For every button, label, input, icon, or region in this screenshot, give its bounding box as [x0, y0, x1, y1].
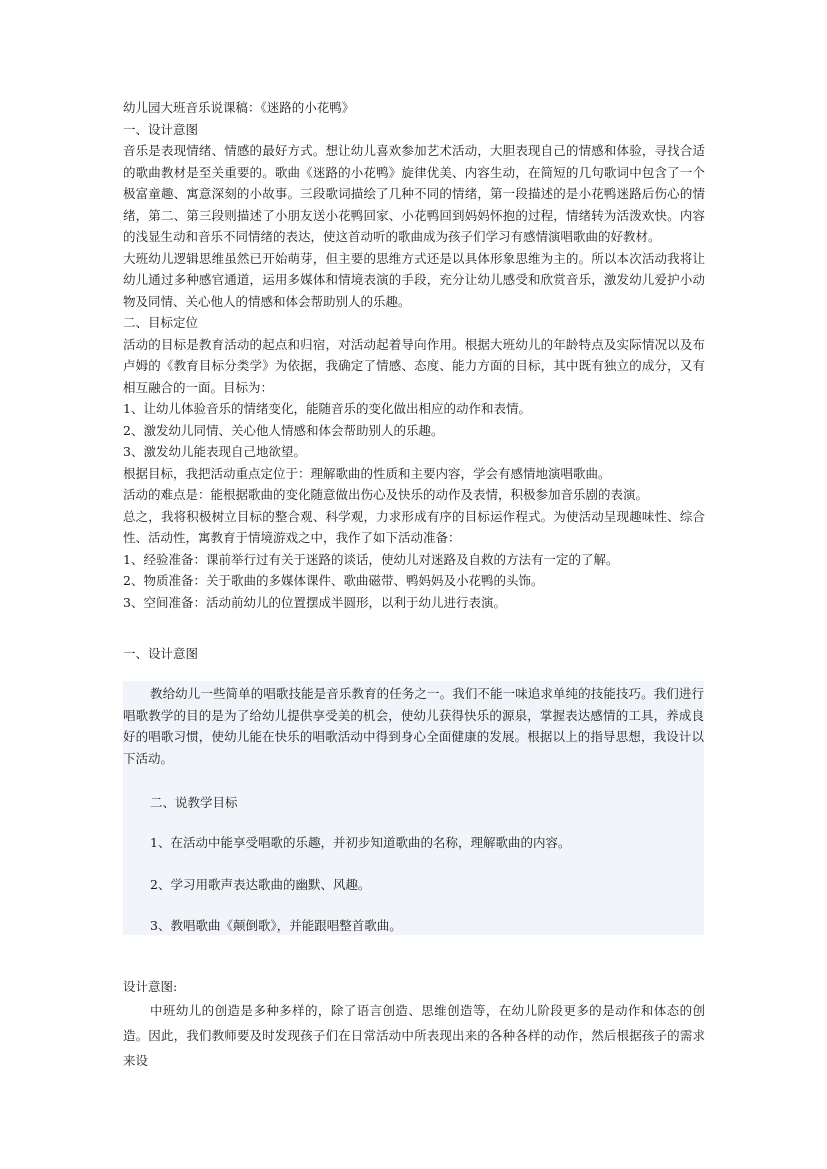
- section-heading: 二、说教学目标: [150, 795, 238, 810]
- list-item: 2、学习用歌声表达歌曲的幽默、风趣。: [150, 877, 371, 892]
- list-item: 3、空间准备：活动前幼儿的位置摆成半圆形，以利于幼儿进行表演。: [123, 594, 506, 610]
- list-item: 2、物质准备：关于歌曲的多媒体课件、歌曲磁带、鸭妈妈及小花鸭的头饰。: [123, 573, 544, 588]
- section-one: [123, 97, 705, 613]
- list-item: 2、激发幼儿同情、关心他人情感和体会帮助别人的乐趣。: [123, 422, 444, 438]
- document-title: 幼儿园大班音乐说课稿：《迷路的小花鸭》: [123, 100, 355, 115]
- paragraph: 活动的目标是教育活动的起点和归宿，对活动起着导向作用。根据大班幼儿的年龄特点及实际情况以及布卢姆的《教育目标分类学》为依据，我确定了情感、态度、能力方面的目标，其中既有独立的成分，又有相互融合的一面。目标为：: [123, 336, 705, 395]
- section-heading: 一、设计意图: [123, 646, 199, 661]
- section-heading: 二、目标定位: [123, 315, 199, 330]
- paragraph: 大班幼儿逻辑思维虽然已开始萌芽，但主要的思维方式还是以具体形象思维为主的。所以本次活动我将让幼儿通过多种感官通道，运用多媒体和情境表演的手段，充分让幼儿感受和欣赏音乐，激发幼儿爱护小动物及同情、关心他人的情感和体会帮助别人的乐趣。: [123, 250, 705, 309]
- list-item: 1、让幼儿体验音乐的情绪变化，能随音乐的变化做出相应的动作和表情。: [123, 401, 531, 416]
- list-item: 3、教唱歌曲《颠倒歌》，并能跟唱整首歌曲。: [150, 918, 402, 933]
- section-heading: 设计意图:: [123, 979, 178, 994]
- paragraph: 中班幼儿的创造是多种多样的，除了语言创造、思维创造等，在幼儿阶段更多的是动作和体态的创造。因此，我们教师要及时发现孩子们在日常活动中所表现出来的各种各样的动作，然后根据孩子的需求来设: [123, 1002, 705, 1068]
- paragraph: 总之，我将积极树立目标的整合观、科学观，力求形成有序的目标运作程式。为使活动呈现趣味性、综合性、活动性，寓教育于情境游戏之中，我作了如下活动准备：: [123, 508, 705, 545]
- shaded-block: [123, 681, 704, 935]
- paragraph: 音乐是表现情绪、情感的最好方式。想让幼儿喜欢参加艺术活动，大胆表现自己的情感和体验，寻找合适的歌曲教材是至关重要的。歌曲《迷路的小花鸭》旋律优美、内容生动，在简短的几句歌词中包含了一个极富童趣、寓意深刻的小故事。三段歌词描绘了几种不同的情绪，第一段描述的是小花鸭迷路后伤心的情绪，第二、第三段则描述了小朋友送小花鸭回家、小花鸭回到妈妈怀抱的过程，情绪转为活泼欢快。内容的浅显生动和音乐不同情绪的表达，使这首动听的歌曲成为孩子们学习有感情演唱歌曲的好教材。: [123, 143, 705, 244]
- paragraph: 活动的难点是：能根据歌曲的变化随意做出伤心及快乐的动作及表情，积极参加音乐剧的表演。: [123, 487, 649, 502]
- section-heading: 一、设计意图: [123, 121, 199, 137]
- paragraph: 教给幼儿一些简单的唱歌技能是音乐教育的任务之一。我们不能一味追求单纯的技能技巧。我们进行唱歌教学的目的是为了给幼儿提供享受美的机会，使幼儿获得快乐的源泉，掌握表达感情的工具，养成良好的唱歌习惯，使幼儿能在快乐的唱歌活动中得到身心全面健康的发展。根据以上的指导思想，我设计以下活动。: [123, 686, 704, 766]
- list-item: 1、经验准备：课前举行过有关于迷路的谈话，使幼儿对迷路及自救的方法有一定的了解。: [123, 551, 619, 567]
- section-four: [123, 976, 705, 1073]
- paragraph: 根据目标，我把活动重点定位于：理解歌曲的性质和主要内容，学会有感情地演唱歌曲。: [123, 465, 611, 481]
- list-item: 1、在活动中能享受唱歌的乐趣，并初步知道歌曲的名称，理解歌曲的内容。: [150, 835, 571, 850]
- list-item: 3、激发幼儿能表现自己地欲望。: [123, 444, 306, 459]
